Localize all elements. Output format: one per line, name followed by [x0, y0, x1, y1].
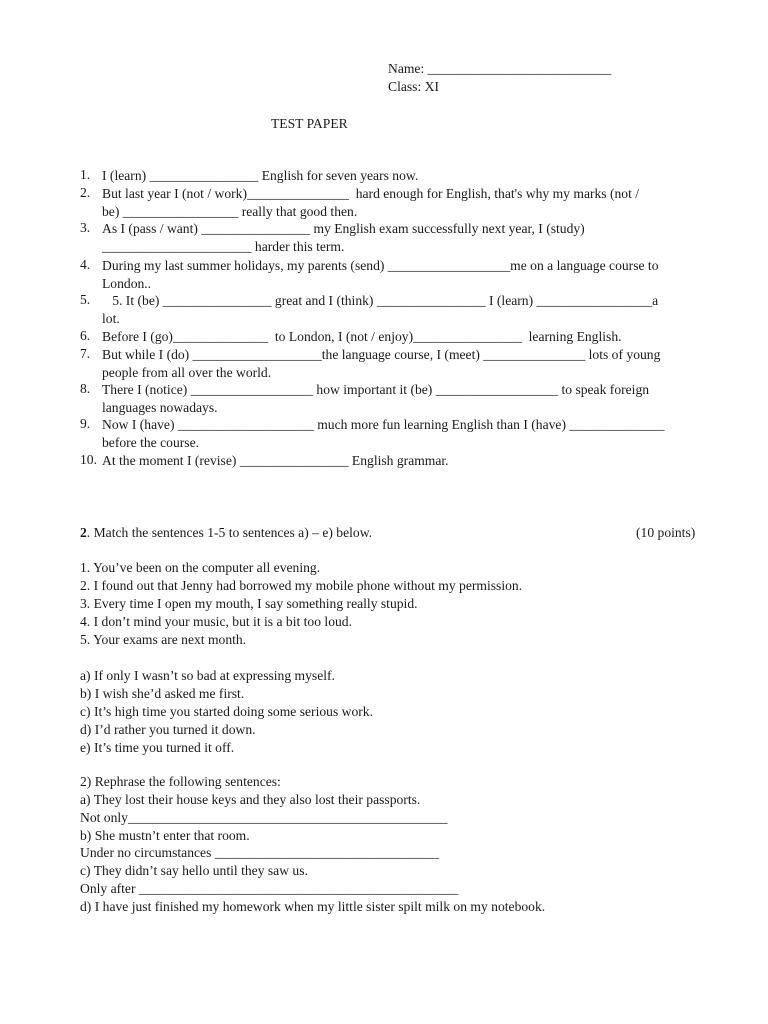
- item-number: 2.: [80, 185, 91, 200]
- item-text-line: people from all over the world.: [102, 364, 272, 380]
- match-sentence: 5. Your exams are next month.: [80, 632, 247, 647]
- item-text-line: lot.: [102, 310, 120, 326]
- item-text-line: languages nowadays.: [102, 399, 218, 415]
- rephrase-line: a) They lost their house keys and they also lost their passports.: [80, 792, 421, 807]
- item-text-line: be) _________________ really that good then.: [102, 203, 358, 219]
- item-text-line: As I (pass / want) ________________ my English exam successfully next year, I (study): [102, 221, 585, 236]
- exercise-2-points: (10 points): [636, 525, 696, 540]
- name-field-line: Name: ___________________________: [388, 61, 612, 76]
- item-text-line: Before I (go)______________ to London, I (not / enjoy)________________ learning English.: [102, 329, 622, 344]
- match-response: c) It’s high time you started doing some serious work.: [80, 704, 373, 719]
- rephrase-line: Under no circumstances _________________________________: [80, 845, 440, 861]
- item-text-line: At the moment I (revise) ________________ English grammar.: [102, 453, 449, 468]
- item-text-line: 5. It (be) ________________ great and I (think) ________________ I (learn) _________________a: [102, 293, 659, 308]
- match-sentence: 2. I found out that Jenny had borrowed my mobile phone without my permission.: [80, 578, 523, 593]
- exercise-2-instruction-text: . Match the sentences 1-5 to sentences a) – e) below.: [86, 525, 373, 540]
- rephrase-line: c) They didn’t say hello until they saw us.: [80, 863, 308, 879]
- item-number: 1.: [80, 167, 91, 182]
- match-response: e) It’s time you turned it off.: [80, 740, 235, 755]
- item-number: 6.: [80, 328, 91, 343]
- exercise-2-instruction: [80, 524, 372, 541]
- item-text-line: ______________________ harder this term.: [102, 238, 345, 254]
- match-sentence: 4. I don’t mind your music, but it is a bit too loud.: [80, 614, 352, 629]
- page-title: TEST PAPER: [271, 116, 348, 131]
- exercise-2-number: 2: [80, 525, 87, 540]
- item-text-line: During my last summer holidays, my parents (send) __________________me on a language course to: [102, 258, 659, 273]
- item-text-line: But last year I (not / work)_______________ hard enough for English, that's why my marks (not /: [102, 186, 640, 201]
- item-number: 10.: [80, 452, 97, 467]
- item-number: 9.: [80, 416, 91, 431]
- rephrase-line: Only after _______________________________________________: [80, 881, 459, 896]
- item-number: 8.: [80, 381, 91, 396]
- rephrase-line: b) She mustn’t enter that room.: [80, 827, 250, 843]
- exercise-3-instruction: 2) Rephrase the following sentences:: [80, 774, 281, 789]
- item-text-line: But while I (do) ___________________the language course, I (meet) _______________ lots of young: [102, 347, 661, 362]
- item-number: 7.: [80, 346, 91, 361]
- match-response: b) I wish she’d asked me first.: [80, 686, 245, 701]
- match-response: d) I’d rather you turned it down.: [80, 722, 256, 737]
- match-sentence: 1. You’ve been on the computer all evening.: [80, 560, 321, 575]
- item-text-line: before the course.: [102, 434, 199, 450]
- rephrase-line: Not only_______________________________________________: [80, 809, 448, 825]
- class-label: Class: XI: [388, 79, 439, 94]
- item-number: 3.: [80, 220, 91, 235]
- item-text-line: London..: [102, 275, 152, 291]
- rephrase-line: d) I have just finished my homework when my little sister spilt milk on my notebook.: [80, 898, 546, 914]
- item-number: 4.: [80, 257, 91, 272]
- match-sentence: 3. Every time I open my mouth, I say something really stupid.: [80, 596, 418, 611]
- item-text-line: There I (notice) __________________ how important it (be) __________________ to speak foreign: [102, 382, 650, 397]
- match-response: a) If only I wasn’t so bad at expressing myself.: [80, 668, 335, 683]
- item-text-line: I (learn) ________________ English for seven years now.: [102, 168, 419, 183]
- item-text-line: Now I (have) ____________________ much more fun learning English than I (have) ______________: [102, 417, 665, 432]
- item-number: 5.: [80, 292, 91, 307]
